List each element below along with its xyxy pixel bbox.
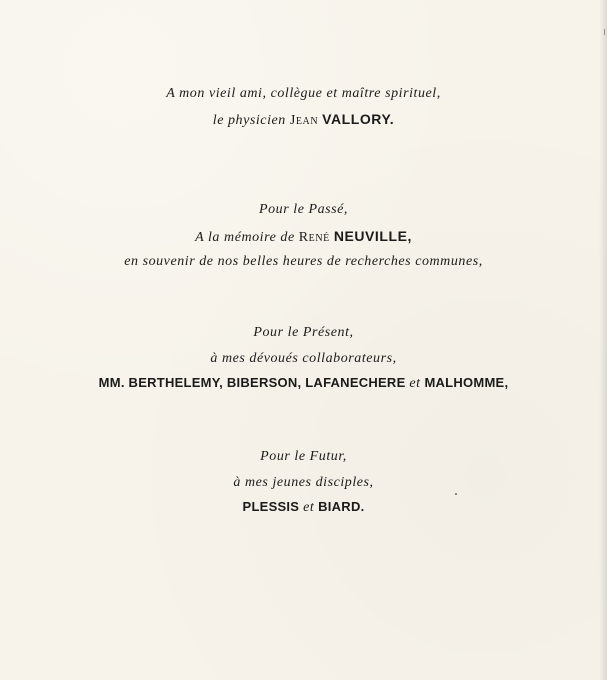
line-spacing [0, 341, 607, 351]
names-list: MALHOMME, [424, 375, 509, 390]
surname: VALLORY. [322, 111, 395, 127]
page-edge-mark [604, 29, 605, 35]
surname: NEUVILLE, [333, 228, 412, 244]
line-spacing [0, 367, 607, 375]
line-spacing [0, 246, 607, 254]
section-title-text: Pour le Passé, [259, 202, 348, 217]
line-spacing [0, 465, 607, 475]
section-title [0, 325, 607, 341]
section-title [0, 202, 607, 218]
dedication-block-past [0, 202, 607, 270]
dedication-text: A mon vieil ami, collègue et maître spirituel, [166, 86, 441, 101]
dedication-text: le physicien [212, 113, 286, 128]
line-spacing [0, 491, 607, 499]
first-name: Jean [289, 113, 319, 128]
print-speck [455, 493, 457, 495]
dedication-line [0, 254, 607, 270]
names-list: BIARD. [318, 499, 365, 514]
dedication-line [0, 475, 607, 491]
dedication-line [0, 228, 607, 246]
first-name: René [298, 230, 330, 245]
dedication-block-present [0, 325, 607, 392]
conjunction: et [303, 500, 315, 515]
dedication-line [0, 111, 607, 129]
dedication-text: à mes jeunes disciples, [233, 475, 374, 490]
names-line [0, 499, 607, 516]
dedication-line [0, 86, 607, 102]
dedication-block-future [0, 449, 607, 516]
names-list: MM. BERTHELEMY, BIBERSON, LAFANECHERE [98, 375, 406, 390]
line-spacing [0, 218, 607, 228]
dedication-text: à mes dévoués collaborateurs, [210, 351, 397, 366]
dedication-line [0, 351, 607, 367]
section-title-text: Pour le Présent, [253, 325, 354, 340]
dedication-block-vallory [0, 86, 607, 129]
names-line [0, 375, 607, 392]
line-spacing [0, 102, 607, 111]
conjunction: et [409, 376, 421, 391]
section-title [0, 449, 607, 465]
dedication-text: en souvenir de nos belles heures de recherches communes, [124, 254, 483, 269]
section-title-text: Pour le Futur, [260, 449, 347, 464]
dedication-text: A la mémoire de [195, 230, 295, 245]
names-list: PLESSIS [242, 499, 300, 514]
